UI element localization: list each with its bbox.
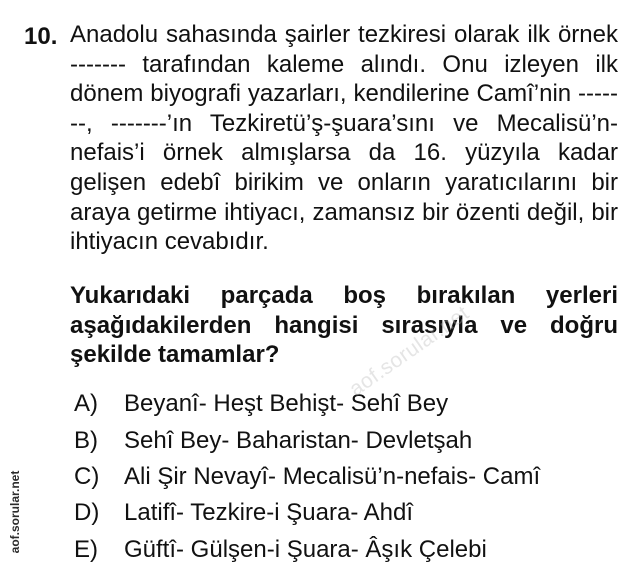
- option-b[interactable]: [74, 422, 540, 458]
- option-letter: E): [74, 535, 98, 563]
- answer-options: [74, 386, 540, 568]
- option-letter: C): [74, 462, 100, 490]
- side-watermark: aof.sorular.net: [8, 470, 22, 554]
- option-e[interactable]: [74, 532, 540, 568]
- option-letter: B): [74, 426, 98, 454]
- center-watermark: aof.sorular.net: [345, 301, 474, 402]
- question-number: 10.: [24, 23, 58, 50]
- option-letter: D): [74, 499, 100, 527]
- option-d[interactable]: [74, 495, 540, 531]
- question-passage: Anadolu sahasında şairler tezkiresi olarak ilk örnek ------- tarafından kaleme alındı. Onu izleyen ilk dönem biyografi yazarları, kendilerine Camî’nin -------, -------’ın Tezkiretü’ş-şuara’sını ve Mecalisü’n-nefais’i örnek almışlarsa da 16. yüzyıla kadar gelişen edebî birikim ve onların yaratıcılarını bir araya getirme ihtiyacı, zamansız bir özenti değil, bir ihtiyacın cevabıdır.: [70, 21, 618, 256]
- option-text: Latifî- Tezkire-i Şuara- Ahdî: [124, 499, 414, 527]
- option-text: Beyanî- Heşt Behişt- Sehî Bey: [124, 390, 449, 418]
- option-text: Güftî- Gülşen-i Şuara- Âşık Çelebi: [124, 535, 487, 563]
- option-c[interactable]: [74, 459, 540, 495]
- option-text: Sehî Bey- Baharistan- Devletşah: [124, 426, 473, 454]
- option-text: Ali Şir Nevayî- Mecalisü’n-nefais- Camî: [124, 462, 541, 490]
- option-letter: A): [74, 390, 98, 418]
- question-stem: Yukarıdaki parçada boş bırakılan yerleri aşağıdakilerden hangisi sırasıyla ve doğru şekilde tamamlar?: [70, 282, 618, 369]
- option-a[interactable]: [74, 386, 540, 422]
